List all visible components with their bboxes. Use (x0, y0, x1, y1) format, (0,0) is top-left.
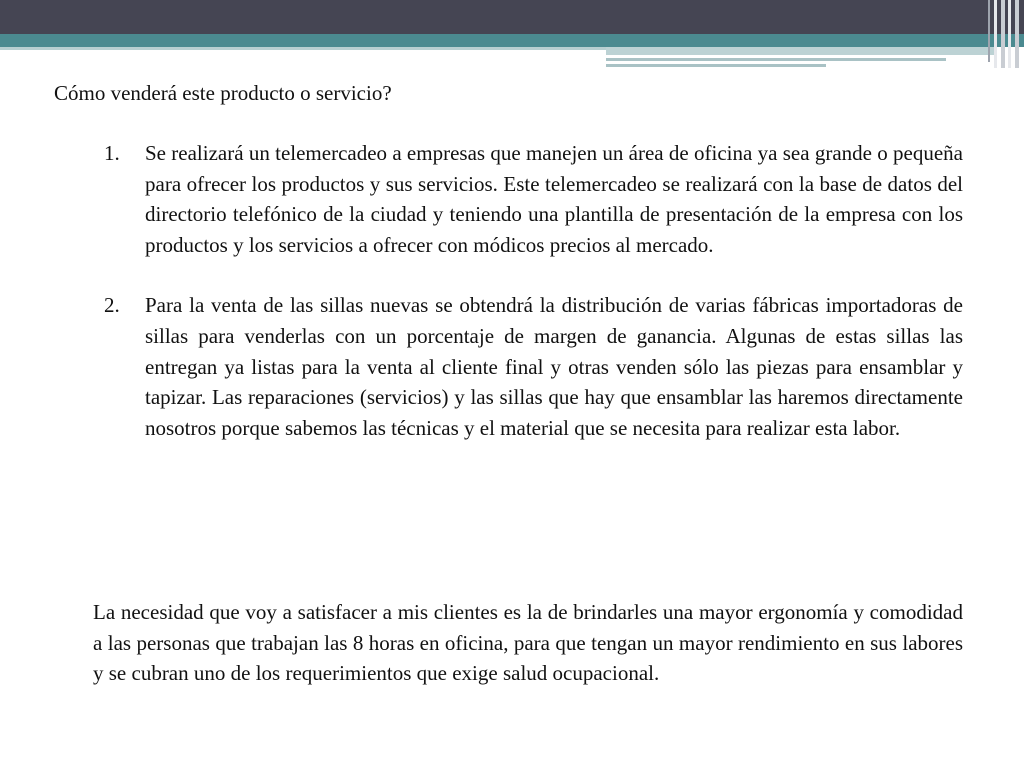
header-light-bar (0, 47, 606, 50)
numbered-list (104, 138, 963, 473)
header-vertical-stripe (994, 0, 997, 68)
slide-title: Cómo venderá este producto o servicio? (54, 81, 392, 105)
header-vertical-stripe (1008, 0, 1011, 68)
header-vertical-stripe (988, 0, 990, 62)
list-item-number: 2. (104, 293, 120, 318)
header-thin-line-short (606, 64, 826, 67)
header-light-bar-right (606, 47, 996, 55)
closing-paragraph: La necesidad que voy a satisfacer a mis clientes es la de brindarles una mayor ergonomía y comodidad a las personas que trabajan las 8 horas en oficina, para que tengan un mayor rendimiento en sus labores y se cubran uno de los requerimientos que exige salud ocupacional. (93, 600, 963, 686)
header-dark-bar (0, 0, 1024, 34)
list-item (104, 138, 963, 260)
list-item-text: Para la venta de las sillas nuevas se obtendrá la distribución de varias fábricas importadoras de sillas para venderlas con un porcentaje de margen de ganancia. Algunas de estas sillas las entregan ya listas para la venta al cliente final y otras venden sólo las piezas para ensamblar y tapizar. Las reparaciones (servicios) y las sillas que hay que ensamblar las haremos directamente nosotros porque sabemos las técnicas y el material que se necesita para realizar esta labor. (145, 293, 963, 440)
header-vertical-stripe (1001, 0, 1005, 68)
list-item-text: Se realizará un telemercadeo a empresas que manejen un área de oficina ya sea grande o pequeña para ofrecer los productos y sus servicios. Este telemercadeo se realizará con la base de datos del directorio telefónico de la ciudad y teniendo una plantilla de presentación de la empresa con los productos y los servicios a ofrecer con módicos precios al mercado. (145, 141, 963, 257)
list-item (104, 290, 963, 443)
header-vertical-stripe (1015, 0, 1019, 68)
header-thin-line (606, 58, 946, 61)
header-teal-bar (0, 34, 1024, 47)
list-item-number: 1. (104, 141, 120, 165)
